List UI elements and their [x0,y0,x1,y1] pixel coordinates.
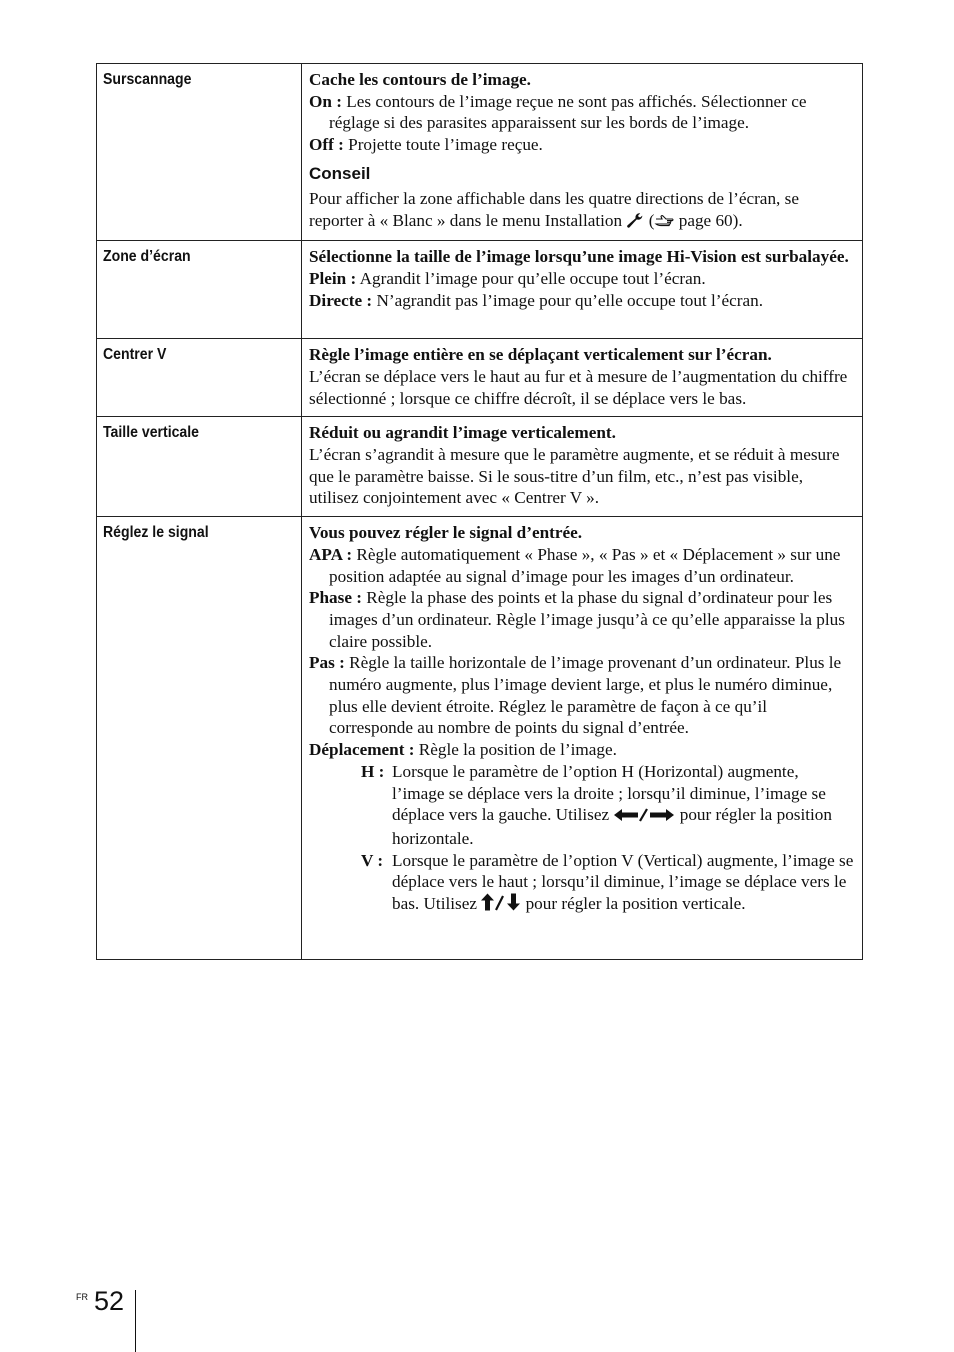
suboption-h [309,761,855,850]
row-title: Sélectionne la taille de l’image lorsqu’une image Hi-Vision est surbalayée. [309,247,849,267]
option-key: Directe : [309,290,373,310]
option-apa [309,544,855,587]
wrench-icon [626,212,644,234]
row-label [97,339,302,417]
row-description [302,64,863,241]
tip-heading: Conseil [309,163,371,183]
option-text: Agrandit l’image pour qu’elle occupe tout l’écran. [356,268,706,288]
suboption-key: H : [361,761,385,781]
row-text: L’écran se déplace vers le haut au fur et à mesure de l’augmentation du chiffre sélectionné ; lorsque ce chiffre décroît, il se déplace vers le bas. [309,366,848,408]
label-text: Zone d’écran [103,248,191,266]
option-text: N’agrandit pas l’image pour qu’elle occupe tout l’écran. [372,290,763,310]
option-key: Off : [309,135,344,155]
row-title: Cache les contours de l’image. [309,70,531,89]
option-key: Déplacement : [309,740,415,760]
suboption-text-end: pour régler la position horizontale. [392,805,832,848]
table-row-reglez-signal [97,517,863,960]
option-key: Pas : [309,653,345,673]
option-deplacement [309,739,855,761]
row-description [302,417,863,517]
tip-text [309,188,855,233]
label-text: Réglez le signal [103,524,209,542]
row-description [302,339,863,417]
row-label [97,64,302,241]
option-directe [309,290,855,312]
option-text: Règle automatiquement « Phase », « Pas » et « Déplacement » sur une position adaptée au signal d’image pour les images d’un ordinateur. [329,544,841,586]
tip-ref-open: ( [644,210,655,230]
row-title: Réduit ou agrandit l’image verticalement. [309,423,616,443]
option-plein [309,268,855,290]
option-text: Projette toute l’image reçue. [343,135,543,155]
label-text: Surscannage [103,71,192,88]
option-key: APA : [309,544,353,564]
footer-language: FR [76,1292,88,1302]
row-description [302,241,863,339]
table-row-surscannage [97,64,863,241]
table-row-taille-verticale [97,417,863,517]
page-number: 52 [94,1286,125,1316]
option-pas [309,652,855,739]
option-key: On : [309,91,342,111]
row-title: Règle l’image entière en se déplaçant verticalement sur l’écran. [309,345,772,365]
settings-table [96,63,863,960]
table-row-zone-ecran [97,241,863,339]
option-phase [309,587,855,652]
option-text: Règle la phase des points et la phase du signal d’ordinateur pour les images d’un ordinateur. Règle l’image jusqu’à ce qu’elle apparaisse la plus claire possible. [329,588,845,651]
row-label [97,417,302,517]
row-text: L’écran s’agrandit à mesure que le paramètre augmente, et se réduit à mesure que le paramètre baisse. Si le sous-titre d’un film, etc., n’est pas visible, utilisez conjointement avec « Centrer V ». [309,445,840,508]
option-key: Plein : [309,268,357,288]
suboption-text: Lorsque le paramètre de l’option H (Horizontal) augmente, l’image se déplace vers la droite ; lorsqu’il diminue, l’image se déplace vers la gauche. Utilisez [392,761,826,825]
row-label [97,517,302,960]
option-text: Les contours de l’image reçue ne sont pas affichés. Sélectionner ce réglage si des parasites apparaissent sur les bords de l’image. [329,91,807,133]
option-text: Règle la position de l’image. [414,740,617,760]
label-text: Centrer V [103,346,167,364]
footer-divider [135,1290,136,1352]
table-row-centrer-v [97,339,863,417]
row-title: Vous pouvez régler le signal d’entrée. [309,523,583,543]
suboption-text: Lorsque le paramètre de l’option V (Vertical) augmente, l’image se déplace vers le haut ; lorsqu’il diminue, l’image se déplace vers le bas. Utilisez [392,850,854,914]
suboption-text-end: pour régler la position verticale. [521,894,746,914]
label-text: Taille verticale [103,424,200,442]
up-down-arrows-icon [481,893,521,917]
option-on [309,91,855,134]
row-description [302,517,863,960]
suboption-v [309,850,855,917]
left-right-arrows-icon [613,806,675,828]
option-text: Règle la taille horizontale de l’image provenant d’un ordinateur. Plus le numéro augmente, plus l’image devient large, et plus le numéro diminue, plus elle devient étroite. Réglez le paramètre de façon à ce qu’il corresponde au nombre de points du signal d’entrée. [329,653,842,738]
option-off [309,134,855,156]
pointing-hand-icon [654,212,674,234]
tip-page-ref: page 60). [674,210,743,230]
suboption-key: V : [361,850,384,870]
row-label [97,241,302,339]
tip-body: Pour afficher la zone affichable dans les quatre directions de l’écran, se reporter à « Blanc » dans le menu Installation [309,188,799,230]
option-key: Phase : [309,588,362,608]
